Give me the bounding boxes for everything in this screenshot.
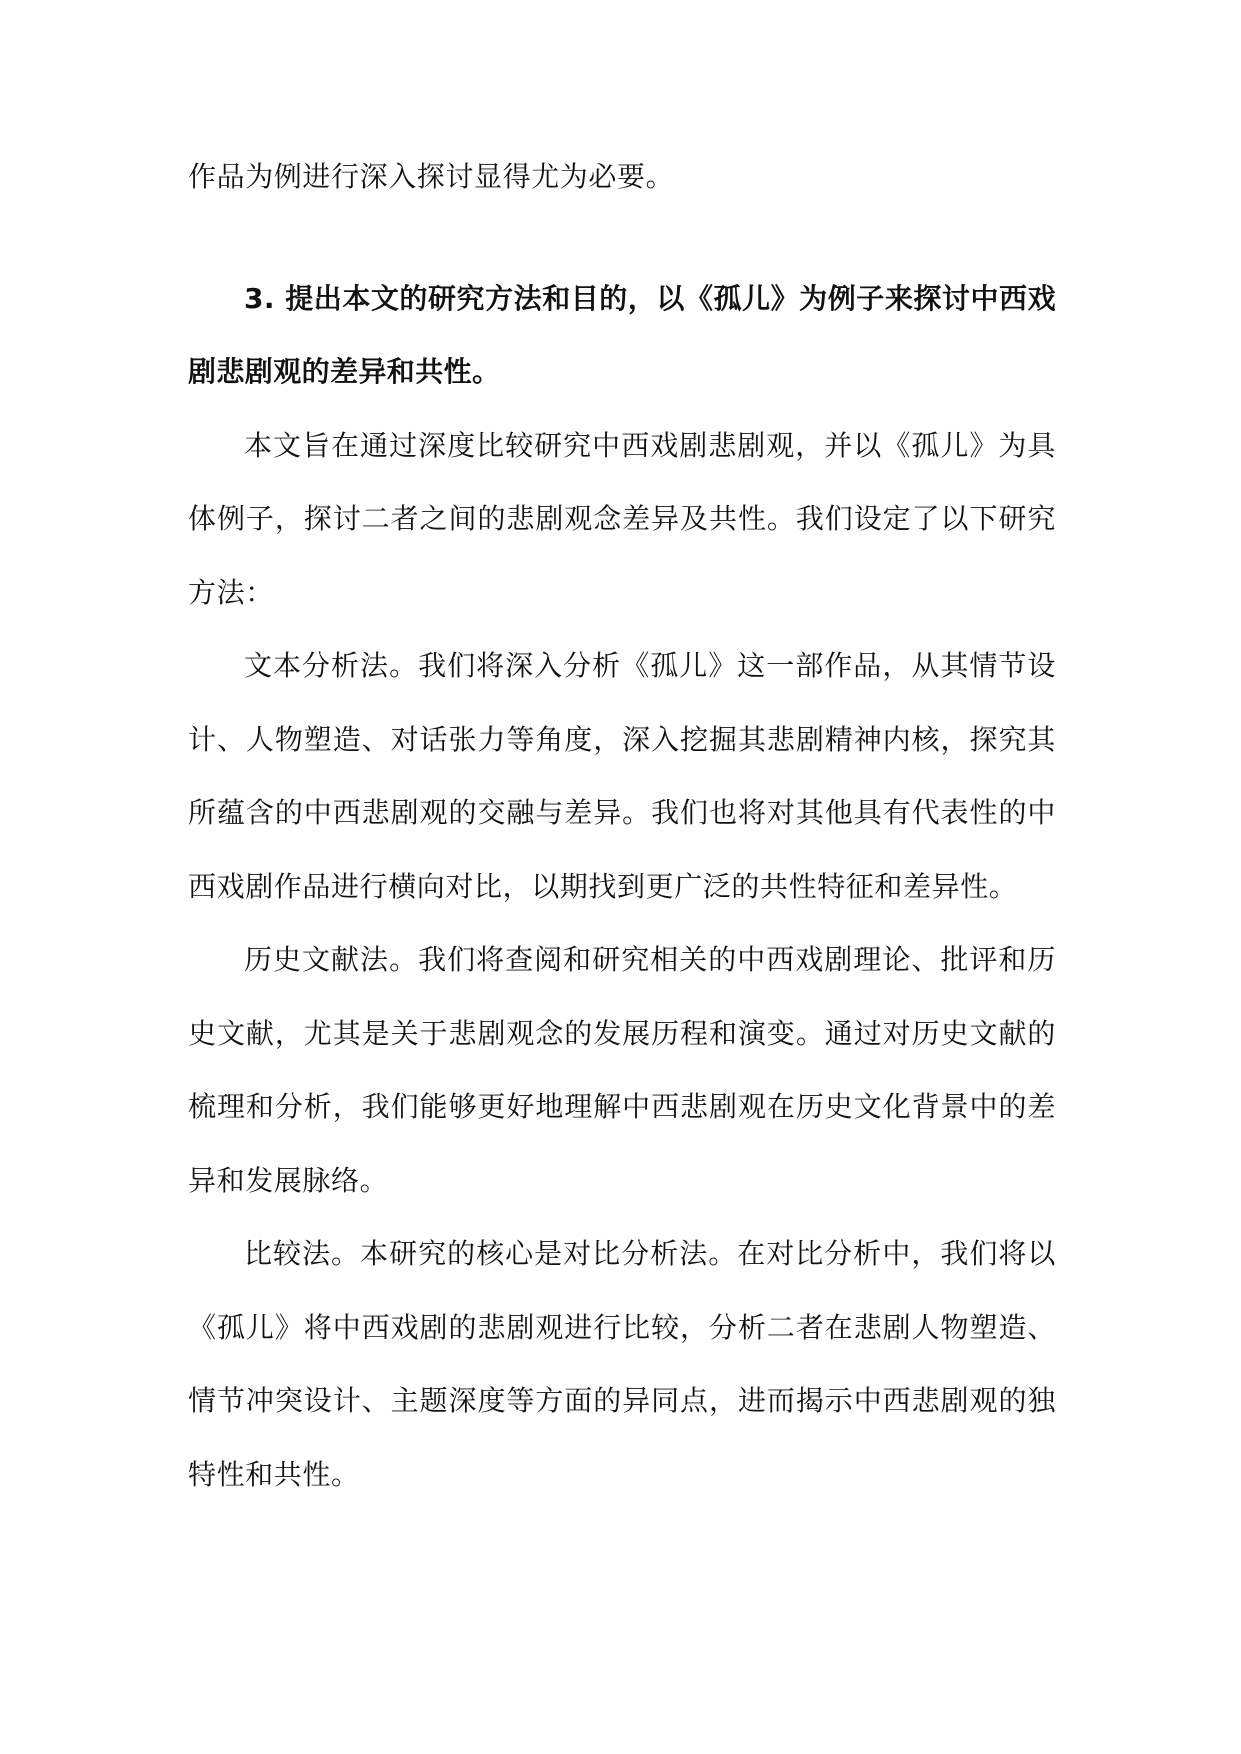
- lead-fragment: 作品为例进行深入探讨显得尤为必要。: [188, 160, 675, 193]
- paragraph-comparison: 比较法。本研究的核心是对比分析法。在对比分析中，我们将以《孤儿》将中西戏剧的悲剧观进行比较，分析二者在悲剧人物塑造、情节冲突设计、主题深度等方面的异同点，进而揭示中西悲剧观的独特性和共性。: [188, 1237, 1056, 1491]
- paragraph-historical-literature: 历史文献法。我们将查阅和研究相关的中西戏剧理论、批评和历史文献，尤其是关于悲剧观念的发展历程和演变。通过对历史文献的梳理和分析，我们能够更好地理解中西悲剧观在历史文化背景中的差异和发展脉络。: [188, 943, 1056, 1197]
- section-heading: 3. 提出本文的研究方法和目的，以《孤儿》为例子来探讨中西戏剧悲剧观的差异和共性。: [188, 281, 1056, 388]
- paragraph-intro: 本文旨在通过深度比较研究中西戏剧悲剧观，并以《孤儿》为具体例子，探讨二者之间的悲剧观念差异及共性。我们设定了以下研究方法：: [188, 428, 1056, 609]
- document-body: [188, 140, 1056, 1511]
- paragraph-text-analysis: 文本分析法。我们将深入分析《孤儿》这一部作品，从其情节设计、人物塑造、对话张力等角度，深入挖掘其悲剧精神内核，探究其所蕴含的中西悲剧观的交融与差异。我们也将对其他具有代表性的中西戏剧作品进行横向对比，以期找到更广泛的共性特征和差异性。: [188, 649, 1056, 903]
